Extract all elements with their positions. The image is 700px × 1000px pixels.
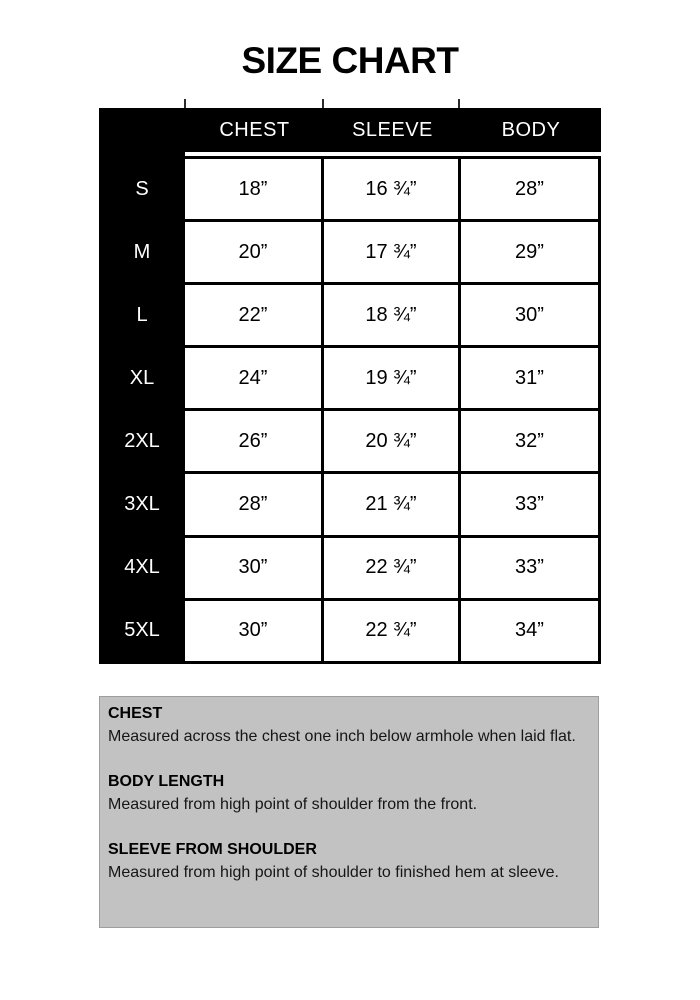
measurement-notes-box: [99, 696, 599, 928]
size-cell: 19 ¾”: [324, 348, 458, 408]
size-cell: 16 ¾”: [324, 159, 458, 219]
note-sleeve-from-shoulder: [108, 838, 590, 884]
column-header-chest: CHEST: [219, 118, 290, 141]
size-cell: 24”: [185, 348, 321, 408]
size-cell: 18”: [185, 159, 321, 219]
table-border-notch: [458, 99, 460, 108]
note-heading: BODY LENGTH: [108, 773, 225, 790]
size-cell: 30”: [461, 285, 598, 345]
note-heading: SLEEVE FROM SHOULDER: [108, 841, 317, 858]
size-cell: 31”: [461, 348, 598, 408]
size-label: M: [133, 240, 151, 263]
size-label: 3XL: [124, 493, 160, 516]
measurement-grid: [185, 156, 601, 664]
note-text: Measured from high point of shoulder from the front.: [108, 796, 478, 813]
note-chest: [108, 702, 590, 748]
note-text: Measured from high point of shoulder to finished hem at sleeve.: [108, 864, 559, 881]
table-border-notch: [322, 99, 324, 108]
size-cell: 29”: [461, 222, 598, 282]
note-body-length: [108, 770, 590, 816]
column-header-body: BODY: [501, 118, 561, 141]
size-cell: 28”: [461, 159, 598, 219]
size-label-column: [99, 156, 185, 664]
size-cell: 17 ¾”: [324, 222, 458, 282]
table-border-notch: [184, 99, 186, 108]
size-cell: 33”: [461, 538, 598, 598]
size-cell: 26”: [185, 411, 321, 471]
size-cell: 18 ¾”: [324, 285, 458, 345]
size-label: 2XL: [124, 429, 160, 452]
page-title: SIZE CHART: [241, 40, 459, 81]
size-label: XL: [129, 366, 155, 389]
size-cell: 30”: [185, 538, 321, 598]
size-cell: 33”: [461, 474, 598, 534]
column-header-sleeve: SLEEVE: [352, 118, 433, 141]
size-cell: 30”: [185, 601, 321, 661]
size-cell: 32”: [461, 411, 598, 471]
size-cell: 34”: [461, 601, 598, 661]
size-label: 5XL: [124, 619, 160, 642]
size-cell: 28”: [185, 474, 321, 534]
size-cell: 22”: [185, 285, 321, 345]
size-cell: 22 ¾”: [324, 601, 458, 661]
size-label: 4XL: [124, 556, 160, 579]
note-text: Measured across the chest one inch below armhole when laid flat.: [108, 728, 576, 745]
size-cell: 22 ¾”: [324, 538, 458, 598]
size-label: S: [135, 177, 149, 200]
table-header-row: [99, 108, 601, 152]
size-cell: 21 ¾”: [324, 474, 458, 534]
size-cell: 20 ¾”: [324, 411, 458, 471]
note-heading: CHEST: [108, 705, 163, 722]
size-cell: 20”: [185, 222, 321, 282]
size-label: L: [136, 303, 148, 326]
size-table: [99, 108, 601, 664]
